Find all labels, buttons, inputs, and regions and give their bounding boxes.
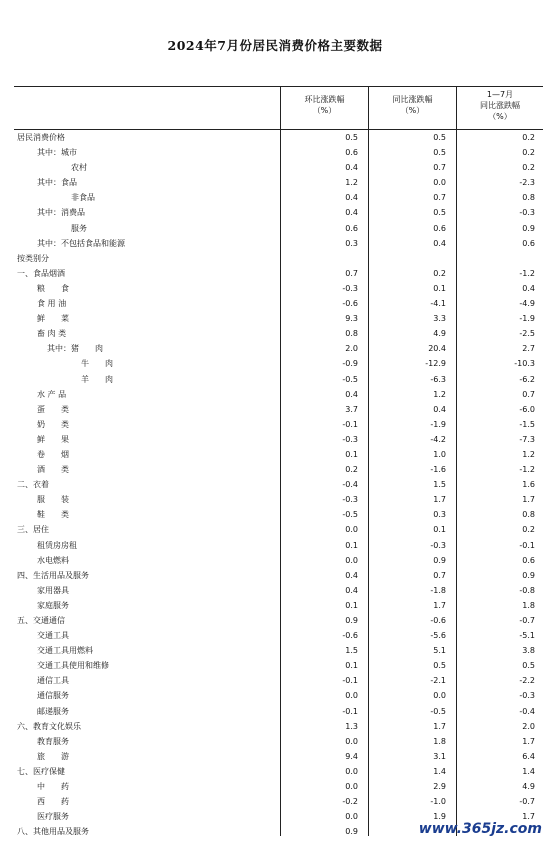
row-label: 通信服务 [37,691,69,701]
yoy-value: 1.4 [433,766,446,776]
row-label: 交通工具使用和维修 [37,661,109,671]
mom-value: 0.5 [345,133,358,142]
yoy-value: 1.9 [433,812,446,822]
row-label: 旅 游 [37,751,69,761]
yoy-value: 0.3 [433,510,446,520]
table-row [14,492,543,507]
ytd-value: 1.7 [522,495,535,505]
ytd-value: 1.7 [522,736,535,746]
table-row [14,522,543,537]
table-row [14,130,543,145]
ytd-value: -0.7 [519,797,535,807]
yoy-value: 0.9 [433,555,446,565]
row-label: 其中：不包括食品和能源 [37,238,125,248]
table-row [14,628,543,643]
mom-value: -0.9 [342,359,358,369]
ytd-value: -0.8 [519,585,535,595]
header-mom-label: 环比涨跌幅 [304,95,345,104]
table-row [14,387,543,402]
table-row [14,688,543,703]
row-label: 中 药 [37,782,69,792]
yoy-value: -2.1 [430,676,446,686]
ytd-value: -0.4 [519,706,535,716]
mom-value: 0.9 [345,616,358,625]
row-label: 服 装 [37,495,69,505]
mom-value: 0.0 [345,766,358,776]
table-row [14,372,543,387]
yoy-value: -4.1 [430,299,446,309]
yoy-value: 2.9 [433,782,446,792]
yoy-value: 3.3 [433,314,446,324]
ytd-value: 1.8 [522,600,535,610]
ytd-value: -1.5 [519,419,535,429]
mom-value: 0.0 [345,782,358,792]
ytd-value: -4.9 [519,299,535,309]
ytd-value: 2.0 [522,721,535,731]
row-label: 其中：消费品 [37,208,85,218]
table-row [14,704,543,719]
row-label: 交通工具用燃料 [37,646,93,656]
ytd-value: -7.3 [519,434,535,444]
yoy-value: 0.5 [433,148,446,158]
table-row [14,538,543,553]
ytd-value: 3.8 [522,646,535,656]
row-label: 通信工具 [37,676,69,686]
row-label: 三、居住 [17,525,49,535]
yoy-value: -1.6 [430,465,446,475]
table-header [14,86,543,130]
yoy-value: 1.7 [433,495,446,505]
table-row [14,190,543,205]
table-row [14,507,543,522]
table-row [14,221,543,236]
ytd-value: 2.7 [522,344,535,354]
yoy-value: 1.7 [433,600,446,610]
row-label: 六、教育文化娱乐 [17,721,81,731]
ytd-value: 0.9 [522,223,535,233]
table-row [14,447,543,462]
ytd-value: -0.1 [519,540,535,550]
mom-value: -0.2 [342,797,358,807]
mom-value: -0.3 [342,283,358,293]
row-label: 一、食品烟酒 [17,268,65,278]
table-row [14,779,543,794]
row-label: 其中：城市 [37,148,77,158]
mom-value: -0.4 [342,480,358,490]
yoy-value: -12.9 [425,359,446,369]
mom-value: -0.1 [342,676,358,686]
yoy-value: 0.4 [433,404,446,414]
table-row [14,477,543,492]
table-row [14,311,543,326]
yoy-value: 4.9 [433,329,446,339]
table-row [14,160,543,175]
yoy-value: -1.0 [430,797,446,807]
mom-value: 0.4 [345,193,358,203]
row-label: 八、其他用品及服务 [17,827,89,837]
mom-value: -0.1 [342,419,358,429]
yoy-value: 20.4 [428,344,446,354]
mom-value: 0.4 [345,585,358,595]
yoy-value: 0.4 [433,238,446,248]
mom-value: 1.3 [345,721,358,731]
row-label: 家庭服务 [37,600,69,610]
ytd-value: -5.1 [519,631,535,641]
yoy-value: 0.0 [433,178,446,188]
row-label: 鲜 果 [37,434,69,444]
row-label: 酒 类 [37,465,69,475]
ytd-value: 6.4 [522,751,535,761]
mom-value: 3.7 [345,404,358,414]
mom-value: 0.1 [345,540,358,550]
row-label: 农村 [71,163,87,173]
row-label: 蛋 类 [37,404,69,414]
table-row [14,417,543,432]
table-body [14,130,543,839]
row-label: 鲜 菜 [37,314,69,324]
mom-value: 1.2 [345,178,358,188]
yoy-value: 0.7 [433,163,446,173]
mom-value: 0.4 [345,163,358,173]
ytd-value: 0.4 [522,283,535,293]
row-label: 卷 烟 [37,449,69,459]
table-row [14,251,543,266]
mom-value: -0.6 [342,631,358,641]
mom-value: 0.7 [345,268,358,278]
yoy-value: -4.2 [430,434,446,444]
row-label: 教育服务 [37,736,69,746]
ytd-value: 0.5 [522,661,535,671]
header-mom-unit: （%） [312,106,337,115]
row-label: 奶 类 [37,419,69,429]
mom-value: 0.1 [345,661,358,671]
mom-value: 0.0 [345,555,358,565]
table-row [14,764,543,779]
row-label: 非食品 [71,193,95,203]
table-row [14,658,543,673]
yoy-value: 1.7 [433,721,446,731]
yoy-value: 0.1 [433,525,446,535]
yoy-value: -5.6 [430,631,446,641]
table-row [14,326,543,341]
table-row [14,266,543,281]
mom-value: 0.9 [345,827,358,837]
mom-value: 0.4 [345,389,358,399]
yoy-value: 0.7 [433,570,446,580]
header-yoy-label: 同比涨跌幅 [392,95,433,104]
mom-value: -0.3 [342,434,358,444]
ytd-value: -1.2 [519,268,535,278]
ytd-value: -6.2 [519,374,535,384]
yoy-value: 0.5 [433,208,446,218]
row-label: 水 产 品 [37,389,67,399]
row-label: 西 药 [37,797,69,807]
table-row [14,794,543,809]
row-label: 鞋 类 [37,510,69,520]
row-label: 二、衣着 [17,480,49,490]
table-row [14,613,543,628]
table-row [14,673,543,688]
row-label: 邮递服务 [37,706,69,716]
ytd-value: 1.6 [522,480,535,490]
row-label: 交通工具 [37,631,69,641]
row-label: 医疗服务 [37,812,69,822]
mom-value: 0.6 [345,148,358,158]
ytd-value: -2.5 [519,329,535,339]
table-row [14,598,543,613]
ytd-value: 1.2 [522,449,535,459]
table-row [14,281,543,296]
ytd-value: -2.2 [519,676,535,686]
yoy-value: -0.6 [430,616,446,625]
ytd-value: -6.0 [519,404,535,414]
table-row [14,462,543,477]
row-label: 水电燃料 [37,555,69,565]
row-label: 其中：食品 [37,178,77,188]
header-ytd-period: 1—7月 [486,90,514,99]
ytd-value: 1.7 [522,812,535,822]
mom-value: 0.3 [345,238,358,248]
mom-value: 1.5 [345,646,358,656]
table-row [14,583,543,598]
yoy-value: 0.7 [433,193,446,203]
table-row [14,356,543,371]
ytd-value: 0.9 [522,570,535,580]
mom-value: -0.3 [342,495,358,505]
mom-value: 0.1 [345,449,358,459]
row-label: 五、交通通信 [17,616,65,625]
ytd-value: 0.6 [522,555,535,565]
yoy-value: 1.8 [433,736,446,746]
mom-value: 0.0 [345,812,358,822]
row-label: 居民消费价格 [17,133,65,142]
ytd-value: -0.7 [519,616,535,625]
yoy-value: 0.0 [433,691,446,701]
ytd-value: -2.3 [519,178,535,188]
row-label: 畜 肉 类 [37,329,67,339]
yoy-value: 0.1 [433,283,446,293]
yoy-value: -1.9 [430,419,446,429]
page-title: 2024年7月份居民消费价格主要数据 [167,38,383,53]
ytd-value: -0.3 [519,691,535,701]
mom-value: 0.0 [345,525,358,535]
header-mom [280,87,368,129]
table-row [14,341,543,356]
row-label: 食 用 油 [37,299,67,309]
watermark: www.365jz.com [418,821,542,837]
mom-value: -0.1 [342,706,358,716]
row-label: 七、医疗保健 [17,766,65,776]
yoy-value: 3.1 [433,751,446,761]
table-row [14,432,543,447]
ytd-value: 0.8 [522,510,535,520]
ytd-value: 0.2 [522,148,535,158]
table-row [14,734,543,749]
header-ytd [456,87,543,129]
table-row [14,236,543,251]
ytd-value: 4.9 [522,782,535,792]
table-row [14,145,543,160]
table-row [14,568,543,583]
table-row [14,553,543,568]
ytd-value: 0.7 [522,389,535,399]
cpi-table [14,86,543,839]
ytd-value: 1.4 [522,766,535,776]
mom-value: 0.2 [345,465,358,475]
ytd-value: 0.2 [522,133,535,142]
mom-value: 2.0 [345,344,358,354]
mom-value: 0.4 [345,570,358,580]
table-row [14,205,543,220]
header-yoy [368,87,456,129]
table-row [14,749,543,764]
yoy-value: -6.3 [430,374,446,384]
row-label: 按类别分 [17,253,49,263]
row-label: 羊 肉 [81,374,113,384]
ytd-value: 0.8 [522,193,535,203]
table-row [14,643,543,658]
yoy-value: 1.2 [433,389,446,399]
ytd-value: -0.3 [519,208,535,218]
ytd-value: 0.2 [522,525,535,535]
mom-value: 0.1 [345,600,358,610]
row-label: 其中：猪 肉 [47,344,103,354]
yoy-value: -0.5 [430,706,446,716]
yoy-value: 1.0 [433,449,446,459]
mom-value: 9.4 [345,751,358,761]
table-row [14,175,543,190]
mom-value: 0.0 [345,736,358,746]
row-label: 四、生活用品及服务 [17,570,89,580]
yoy-value: 0.5 [433,133,446,142]
mom-value: 0.8 [345,329,358,339]
ytd-value: 0.6 [522,238,535,248]
table-row [14,719,543,734]
ytd-value: 0.2 [522,163,535,173]
ytd-value: -10.3 [514,359,535,369]
yoy-value: 5.1 [433,646,446,656]
header-yoy-unit: （%） [400,106,425,115]
row-label: 家用器具 [37,585,69,595]
yoy-value: 0.5 [433,661,446,671]
header-ytd-label: 同比涨跌幅 [480,101,520,110]
mom-value: 9.3 [345,314,358,324]
yoy-value: 1.5 [433,480,446,490]
yoy-value: 0.2 [433,268,446,278]
ytd-value: -1.2 [519,465,535,475]
mom-value: -0.6 [342,299,358,309]
yoy-value: -0.3 [430,540,446,550]
yoy-value: -1.8 [430,585,446,595]
row-label: 粮 食 [37,283,69,293]
mom-value: 0.0 [345,691,358,701]
row-label: 服务 [71,223,87,233]
table-row [14,296,543,311]
mom-value: -0.5 [342,510,358,520]
mom-value: 0.4 [345,208,358,218]
mom-value: -0.5 [342,374,358,384]
mom-value: 0.6 [345,223,358,233]
row-label: 租赁房房租 [37,540,77,550]
table-row [14,402,543,417]
ytd-value: -1.9 [519,314,535,324]
row-label: 牛 肉 [81,359,113,369]
yoy-value: 0.6 [433,223,446,233]
header-ytd-unit: （%） [488,112,512,121]
